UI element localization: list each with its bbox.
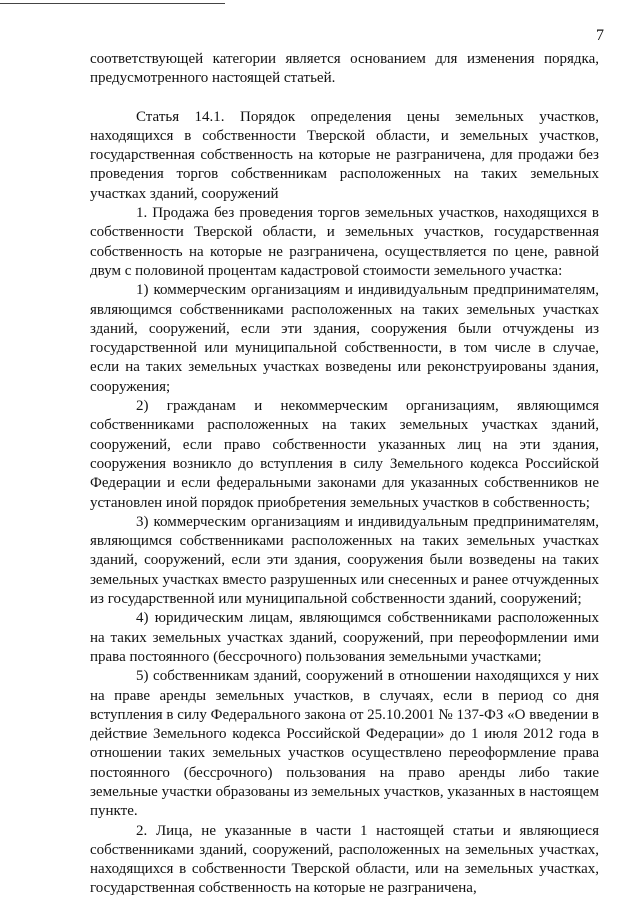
paragraph-item-5: 5) собственникам зданий, сооружений в отношении находящихся у них на праве аренды земельных участков, в случаях, если в период со дня вступления в силу Федерального закона от 25.10.2001 № 137-ФЗ «О введении в действие Земельного кодекса Российской Федерации» до 1 июля 2012 года в отношении таких земельных участков осуществлено переоформление права постоянного (бессрочного) пользования на право аренды либо такие земельные участки образованы из земельных участков, указанных в настоящем пункте. bbox=[90, 668, 599, 820]
paragraph-continuation: соответствующей категории является основанием для изменения порядка, предусмотренного настоящей статьей. bbox=[90, 51, 599, 87]
paragraph-item-3: 3) коммерческим организациям и индивидуальным предпринимателям, являющимся собственниками расположенных на таких земельных участках зданий, сооружений, если эти здания, сооружения были возведены на таких земельных участках вместо разрушенных или снесенных и ранее отчужденных из государственной или муниципальной собственности зданий, сооружений; bbox=[90, 513, 599, 608]
paragraph-item-1: 1) коммерческим организациям и индивидуальным предпринимателям, являющимся собственниками расположенных на таких земельных участках зданий, сооружений, если эти здания, сооружения были отчуждены из государственной или муниципальной собственности, в том числе в случае, если на таких земельных участках возведены или реконструированы здания, сооружения; bbox=[90, 282, 599, 395]
paragraph-clause-1: 1. Продажа без проведения торгов земельных участков, находящихся в собственности Тверской области, и земельных участков, государственная собственность на которые не разграничена, осуществляется по цене, равной двум с половиной процентам кадастровой стоимости земельного участка: bbox=[90, 205, 599, 279]
document-body bbox=[90, 50, 599, 899]
paragraph-item-4: 4) юридическим лицам, являющимся собственниками расположенных на таких земельных участках зданий, сооружений, при переоформлении ими права постоянного (бессрочного) пользования земельными участками; bbox=[90, 610, 599, 665]
paragraph-clause-2: 2. Лица, не указанные в части 1 настоящей статьи и являющиеся собственниками зданий, сооружений, расположенных на земельных участках, находящихся в собственности Тверской области, или на земельных участках, государственная собственность на которые не разграничена, bbox=[90, 822, 599, 897]
article-title: Статья 14.1. Порядок определения цены земельных участков, находящихся в собственности Тверской области, и земельных участков, государственная собственность на которые не разграничена, для продажи без проведения торгов собственникам расположенных на таких земельных участках зданий, сооружений bbox=[90, 108, 599, 202]
header-rule bbox=[0, 3, 225, 4]
page-number: 7 bbox=[596, 27, 604, 44]
paragraph-item-2: 2) гражданам и некоммерческим организациям, являющимся собственниками расположенных на таких земельных участках зданий, сооружений, если право собственности указанных лиц на эти здания, сооружения возникло до вступления в силу Земельного кодекса Российской Федерации и если федеральными законами для указанных собственников не установлен иной порядок приобретения земельных участков в собственность; bbox=[90, 398, 599, 511]
